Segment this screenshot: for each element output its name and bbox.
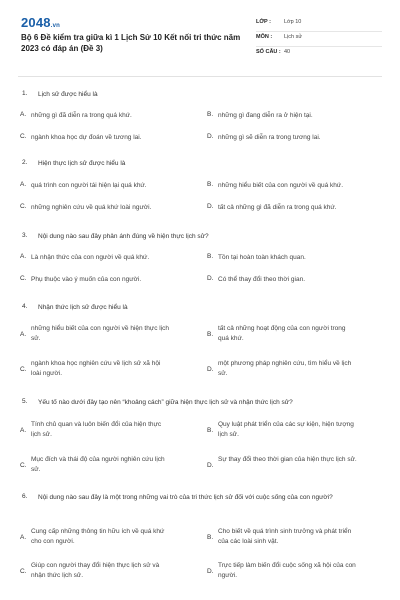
option-letter: C. — [20, 462, 27, 469]
question-text: Hiện thực lịch sử được hiểu là — [38, 160, 126, 167]
meta-value: 40 — [284, 49, 291, 55]
question-number: 5. — [22, 398, 28, 405]
option-text: ngành khoa học dự đoán về tương lai. — [31, 134, 142, 141]
question-text: Nội dung nào sau đây là một trong những vai trò của tri thức lịch sử đối với cuộc sống của con người? — [38, 494, 333, 501]
option-text: những nghiên cứu về quá khứ loài người. — [31, 204, 152, 211]
option-text: Sự thay đổi theo thời gian của hiện thực lịch sử. — [218, 456, 357, 463]
option-letter: D. — [207, 568, 214, 575]
option-letter: B. — [207, 534, 214, 541]
meta-row-count — [256, 47, 382, 61]
question-number: 6. — [22, 493, 28, 500]
option-text: Tồn tại hoàn toàn khách quan. — [218, 254, 306, 261]
option-letter: B. — [207, 427, 214, 434]
option-text: ngành khoa học nghiên cứu về lịch sử xã hội loài người. — [31, 360, 161, 377]
option-text: Trực tiếp làm biến đổi cuộc sống xã hội của con người. — [218, 562, 356, 579]
option-letter: A. — [20, 427, 27, 434]
option-letter: C. — [20, 366, 27, 373]
option-letter: B. — [207, 181, 214, 188]
option-letter: D. — [207, 366, 214, 373]
option-letter: C. — [20, 133, 27, 140]
option-text: những gì sẽ diễn ra trong tương lai. — [218, 134, 321, 141]
option-text: Cho biết về quá trình sinh trưởng và phát triển của các loài sinh vật. — [218, 528, 352, 545]
question-number: 4. — [22, 303, 28, 310]
meta-value: Lịch sử — [284, 34, 303, 40]
option-text: quá trình con người tái hiện lại quá khứ. — [31, 182, 147, 189]
meta-row-subject — [256, 32, 382, 47]
question-number: 1. — [22, 90, 28, 97]
option-text: Phụ thuộc vào ý muốn của con người. — [31, 276, 142, 283]
logo-suffix: .vn — [50, 23, 61, 29]
meta-key: MÔN : — [256, 34, 273, 40]
option-letter: A. — [20, 253, 27, 260]
option-text: những hiểu biết của con người về hiện thực lịch sử. — [31, 325, 170, 342]
question-number: 3. — [22, 232, 28, 239]
option-letter: B. — [207, 111, 214, 118]
option-letter: C. — [20, 568, 27, 575]
option-letter: D. — [207, 462, 214, 469]
option-letter: A. — [20, 534, 27, 541]
option-letter: A. — [20, 181, 27, 188]
meta-key: LỚP : — [256, 19, 271, 25]
option-text: một phương pháp nghiên cứu, tìm hiểu về lịch sử. — [218, 360, 352, 377]
option-text: Giúp con người thay đổi hiện thực lịch sử và nhận thức lịch sử. — [31, 562, 160, 579]
option-text: Quy luật phát triển của các sự kiện, hiện tượng lịch sử. — [218, 421, 354, 438]
question-text: Yếu tố nào dưới đây tạo nên “khoảng cách” giữa hiện thực lịch sử và nhận thức lịch sử? — [38, 399, 293, 406]
option-text: Cung cấp những thông tin hữu ích về quá khứ cho con người. — [31, 528, 165, 545]
option-text: Có thể thay đổi theo thời gian. — [218, 276, 306, 283]
page-header — [0, 0, 400, 64]
option-letter: B. — [207, 331, 214, 338]
option-text: tất cả những gì đã diễn ra trong quá khứ. — [218, 204, 337, 211]
meta-key: SỐ CÂU : — [256, 49, 281, 55]
page-title: Bộ 6 Đề kiểm tra giữa kì 1 Lịch Sử 10 Kết nối tri thức năm 2023 có đáp án (Đề 3) — [21, 33, 241, 53]
option-text: những hiểu biết của con người về quá khứ. — [218, 182, 344, 189]
logo-text: 2048 — [21, 15, 51, 30]
meta-row-class — [256, 17, 382, 32]
question-text: Lịch sử được hiểu là — [38, 91, 98, 98]
option-letter: D. — [207, 203, 214, 210]
option-letter: D. — [207, 133, 214, 140]
option-letter: C. — [20, 275, 27, 282]
option-letter: A. — [20, 331, 27, 338]
option-letter: D. — [207, 275, 214, 282]
question-number: 2. — [22, 159, 28, 166]
question-text: Nội dung nào sau đây phản ánh đúng về hiện thực lịch sử? — [38, 233, 209, 240]
exam-meta-table — [256, 17, 382, 61]
option-letter: A. — [20, 111, 27, 118]
option-text: Là nhận thức của con người về quá khứ. — [31, 254, 150, 261]
option-text: những gì đang diễn ra ở hiện tại. — [218, 112, 313, 119]
option-text: tất cả những hoạt động của con người trong quá khứ. — [218, 325, 346, 342]
option-text: những gì đã diễn ra trong quá khứ. — [31, 112, 132, 119]
question-text: Nhận thức lịch sử được hiểu là — [38, 304, 128, 311]
option-letter: C. — [20, 203, 27, 210]
option-text: Mục đích và thái độ của người nghiên cứu lịch sử. — [31, 456, 165, 473]
option-letter: B. — [207, 253, 214, 260]
option-text: Tính chủ quan và luôn biến đổi của hiện thực lịch sử. — [31, 421, 162, 438]
meta-value: Lớp 10 — [284, 19, 302, 25]
header-divider — [18, 76, 382, 77]
site-logo[interactable] — [21, 15, 60, 30]
